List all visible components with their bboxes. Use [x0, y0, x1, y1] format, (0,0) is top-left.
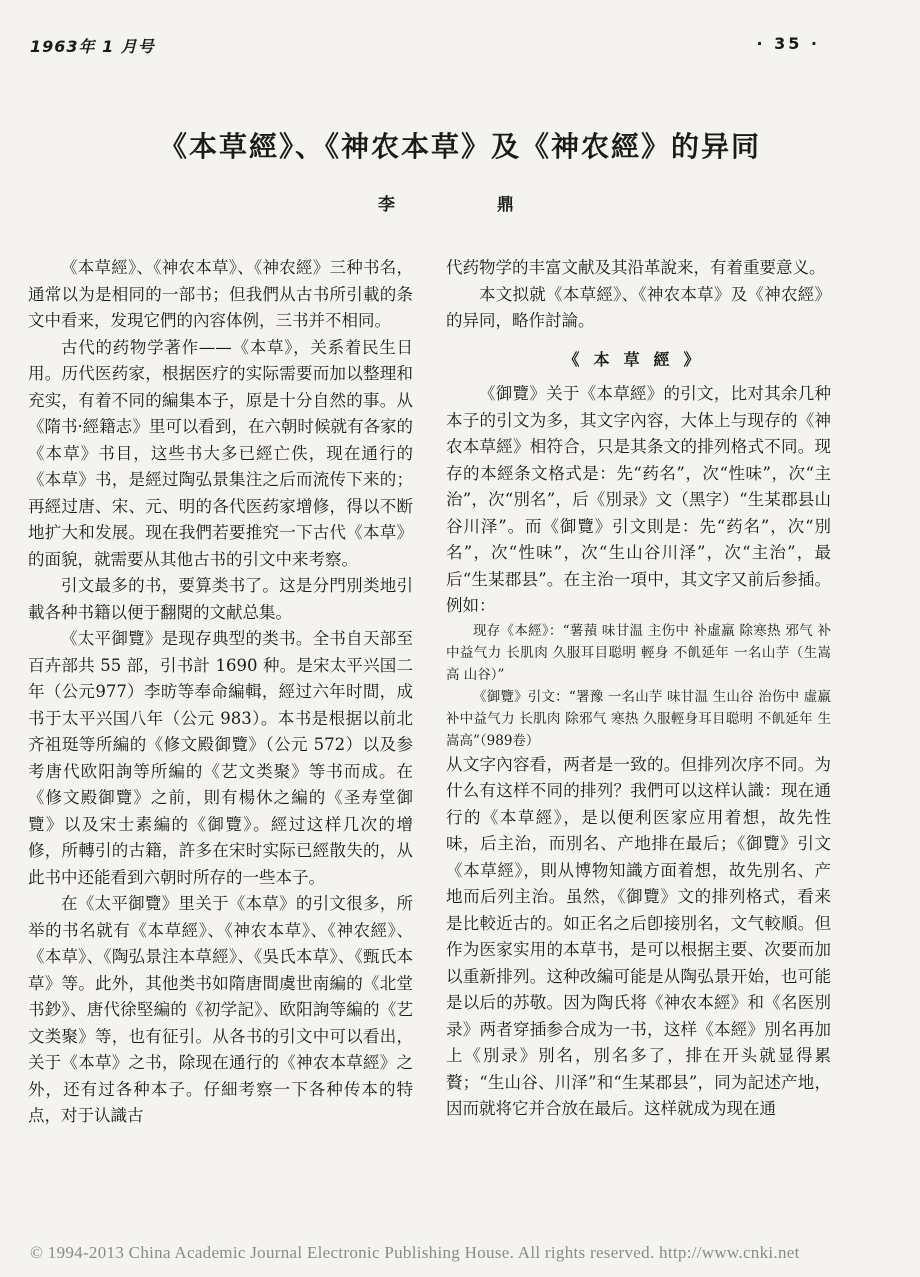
paragraph: 代药物学的丰富文献及其沿革說来，有着重要意义。	[446, 258, 826, 277]
paragraph: 古代的药物学著作——《本草》，关系着民生日用。历代医药家，根据医疗的实际需要而加以整理和充实，有着不同的編集本子，原是十分自然的事。从《隋书·經籍志》里可以看到，在六朝时候就有各家的《本草》书目，这些书大多已經亡佚，现在通行的《本草》书，是經过陶弘景集注之后而流传下来的；再經过唐、宋、元、明的各代医药家增修，得以不断地扩大和发展。现在我們若要推究一下古代《本草》的面貌，就需要从其他古书的引文中来考察。	[28, 337, 413, 569]
left-column	[28, 255, 413, 1130]
section-heading: 《本草經》	[563, 349, 714, 369]
paragraph: 《御覽》关于《本草經》的引文，比对其余几种本子的引文为多，其文字內容，大体上与现存的《神农本草經》相符合，只是其条文的排列格式不同。现存的本經条文格式是：先“药名”，次“性味”，次“主治”，次“別名”，后《別录》文（黑字）“生某郡县山谷川泽”。而《御覽》引文則是：先“药名”，次“別名”，次“性味”，次“生山谷川泽”，次“主治”，最后“生某郡县”。在主治一項中，其文字又前后参插。例如：	[446, 384, 831, 615]
paragraph: 本文拟就《本草經》、《神农本草》及《神农經》的异同，略作討論。	[446, 284, 831, 330]
journal-issue: 1963年 1 月号	[30, 37, 155, 56]
paragraph: 《太平御覽》是现存典型的类书。全书自天部至百卉部共 55 部，引书計 1690 种。是宋太平兴国二年（公元977）李昉等奉命編輯，經过六年时間，成书于太平兴国八年（公元 983）。本书是根据以前北齐祖珽等所編的《修文殿御覽》（公元 572）以及参考唐代欧阳詢等所編的《艺文类聚》等书而成。在《修文殿御覽》之前，則有楊休之編的《圣寿堂御覽》以及宋士素編的《御覽》。經过这样几次的增修，所轉引的古籍，許多在宋时实际已經散失的，从此书中还能看到六朝时所存的一些本子。	[28, 629, 413, 887]
right-column	[446, 255, 831, 1123]
copyright-footer: © 1994-2013 China Academic Journal Electronic Publishing House. All rights reserved. http://www.cnki.net	[30, 1243, 800, 1262]
page-number: · 35 ·	[756, 34, 820, 53]
paragraph: 从文字內容看，两者是一致的。但排列次序不同。为什么有这样不同的排列？我們可以这样认識：现在通行的《本草經》，是以便利医家应用着想，故先性味，后主治，而別名、产地排在最后；《御覽》引文《本草經》，則从博物知識方面着想，故先別名、产地而后列主治。虽然，《御覽》文的排列格式，看来是比較近古的。如正名之后卽接別名，文气較順。但作为医家实用的本草书，是可以根据主要、次要而加以重新排列。这种改編可能是从陶弘景开始，也可能是以后的苏敬。因为陶氏将《神农本經》和《名医別录》两者穿插参合成为一书，这样《本經》別名再加上《別录》別名，別名多了，排在开头就显得累贅；“生山谷、川泽”和“生某郡县”，同为記述产地，因而就将它并合放在最后。这样就成为现在通	[446, 754, 831, 1118]
quotation-current-text: 现存《本經》：“薯蕷 味甘温 主伤中 补虛羸 除寒热 邪气 补中益气力 长肌肉 久服耳目聪明 輕身 不飢延年 一名山芋（生嵩高 山谷）”	[446, 622, 831, 683]
paragraph: 《本草經》、《神农本草》、《神农經》三种书名，通常以为是相同的一部书；但我們从古书所引載的条文中看来，发現它們的內容体例，三书并不相同。	[28, 258, 413, 330]
article-author: 李 鼎	[378, 195, 562, 215]
paragraph: 引文最多的书，要算类书了。这是分門別类地引載各种书籍以便于翻閱的文献总集。	[28, 576, 413, 622]
article-title: 《本草經》、《神农本草》及《神农經》的异同	[158, 130, 761, 163]
paragraph: 在《太平御覽》里关于《本草》的引文很多，所举的书名就有《本草經》、《神农本草》、《神农經》、《本草》、《陶弘景注本草經》、《吳氏本草》、《甄氏本草》等。此外，其他类书如隋唐間虞世南編的《北堂书鈔》、唐代徐堅編的《初学記》、欧阳詢等編的《艺文类聚》等，也有征引。从各书的引文中可以看出，关于《本草》之书，除现在通行的《神农本草經》之外，还有过各种本子。仔細考察一下各种传本的特点，对于认識古	[28, 894, 413, 1125]
quotation-yulan-text: 《御覽》引文：“署豫 一名山芋 味甘温 生山谷 治伤中 虛羸 补中益气力 长肌肉 除邪气 寒热 久服輕身耳目聪明 不飢延年 生嵩高”（989卷）	[446, 688, 831, 749]
